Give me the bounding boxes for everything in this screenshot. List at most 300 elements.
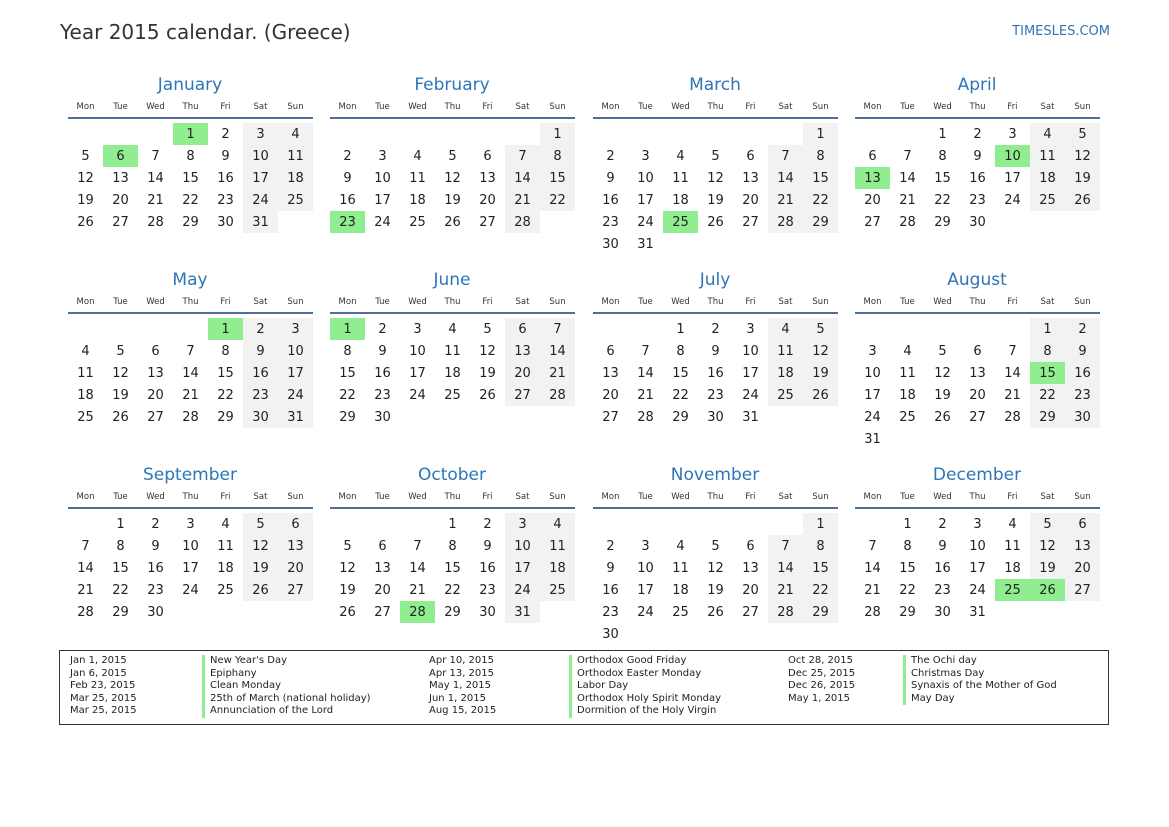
day-cell: 6 (606, 343, 615, 359)
header-divider (855, 507, 1100, 509)
day-cell: 13 (374, 560, 391, 576)
empty-cell (103, 318, 138, 340)
day-cell: 19 (243, 557, 278, 579)
day-cell: 18 (672, 582, 689, 598)
day-cell: 10 (409, 343, 426, 359)
day-cell: 23 (934, 582, 951, 598)
day-cell: 16 (707, 365, 724, 381)
weekday-label: Sun (287, 492, 304, 502)
day-cell: 14 (540, 340, 575, 362)
month-november (593, 464, 838, 645)
day-cell: 11 (672, 560, 689, 576)
day-cell: 12 (1030, 535, 1065, 557)
day-cell: 31 (742, 409, 759, 425)
empty-cell (663, 513, 698, 535)
day-cell: 6 (378, 538, 387, 554)
weekday-label: Wed (671, 492, 690, 502)
empty-cell (593, 318, 628, 340)
day-cell: 22 (339, 387, 356, 403)
day-cell: 19 (803, 362, 838, 384)
day-cell: 6 (505, 318, 540, 340)
day-cell: 30 (374, 409, 391, 425)
month-may (68, 269, 313, 428)
day-cell: 12 (803, 340, 838, 362)
day-cell: 19 (707, 582, 724, 598)
holiday-date: May 1, 2015 (429, 680, 492, 692)
day-cell: 13 (742, 560, 759, 576)
page-title: Year 2015 calendar. (Greece) (60, 20, 351, 44)
day-cell: 27 (864, 214, 881, 230)
day-cell: 9 (606, 170, 615, 186)
empty-cell (593, 123, 628, 145)
holiday-name: Orthodox Good Friday (569, 655, 721, 668)
day-cell: 20 (374, 582, 391, 598)
day-cell: 6 (278, 513, 313, 535)
day-cell: 9 (606, 560, 615, 576)
weekday-label: Sun (287, 102, 304, 112)
day-cell: 15 (444, 560, 461, 576)
day-cell: 5 (448, 148, 457, 164)
day-cell: 26 (243, 579, 278, 601)
holiday-name: Dormition of the Holy Virgin (569, 705, 721, 718)
day-cell: 18 (217, 560, 234, 576)
holiday-date: Apr 13, 2015 (429, 667, 495, 679)
day-cell: 15 (803, 167, 838, 189)
day-cell: 18 (1030, 167, 1065, 189)
day-cell: 18 (899, 387, 916, 403)
weekday-label: Wed (146, 297, 165, 307)
day-cell: 26 (803, 384, 838, 406)
day-cell: 8 (676, 343, 685, 359)
day-cell: 21 (147, 192, 164, 208)
holiday-date: May 1, 2015 (788, 692, 851, 704)
day-cell: 11 (768, 340, 803, 362)
day-cell: 14 (768, 557, 803, 579)
day-cell: 19 (444, 192, 461, 208)
day-cell: 15 (182, 170, 199, 186)
day-cell: 3 (243, 123, 278, 145)
holiday-date: Dec 26, 2015 (788, 680, 856, 692)
day-cell: 27 (742, 604, 759, 620)
day-cell: 21 (540, 362, 575, 384)
day-cell: 7 (641, 343, 650, 359)
weekday-label: Mon (338, 102, 357, 112)
day-cell: 26 (1065, 189, 1100, 211)
holiday-name: Labor Day (569, 680, 721, 693)
legend-names-col-1 (202, 655, 371, 718)
weekday-label: Mon (601, 297, 620, 307)
day-cell: 1 (803, 123, 838, 145)
weekday-header (593, 100, 838, 115)
weekday-label: Thu (969, 297, 986, 307)
day-cell: 18 (444, 365, 461, 381)
day-cell: 21 (768, 579, 803, 601)
day-cell: 30 (969, 214, 986, 230)
weekday-label: Tue (900, 102, 915, 112)
day-cell: 2 (243, 318, 278, 340)
day-cell: 7 (540, 318, 575, 340)
day-cell: 16 (602, 192, 619, 208)
day-cell: 17 (864, 387, 881, 403)
day-cell: 2 (606, 148, 615, 164)
day-cell: 31 (505, 601, 540, 623)
day-cell: 28 (182, 409, 199, 425)
holiday-date: Oct 28, 2015 (788, 655, 853, 666)
day-cell: 6 (746, 538, 755, 554)
day-cell: 13 (969, 365, 986, 381)
day-cell: 23 (1065, 384, 1100, 406)
empty-cell (855, 318, 890, 340)
day-cell: 5 (116, 343, 125, 359)
weekday-label: Tue (638, 102, 653, 112)
day-cell: 14 (409, 560, 426, 576)
empty-cell (138, 123, 173, 145)
day-cell: 11 (540, 535, 575, 557)
day-cell: 12 (112, 365, 129, 381)
day-cell: 2 (151, 516, 160, 532)
header-divider (330, 117, 575, 119)
month-july (593, 269, 838, 428)
weekday-label: Thu (444, 102, 461, 112)
empty-cell (68, 513, 103, 535)
day-cell: 7 (81, 538, 90, 554)
day-cell: 17 (182, 560, 199, 576)
month-name: November (670, 465, 760, 485)
weekday-label: Tue (638, 297, 653, 307)
day-cell: 26 (707, 604, 724, 620)
day-cell: 5 (711, 148, 720, 164)
holiday-name: Annunciation of the Lord (202, 705, 371, 718)
day-cell: 25 (278, 189, 313, 211)
day-cell: 12 (934, 365, 951, 381)
day-cell: 17 (1004, 170, 1021, 186)
day-cell: 1 (676, 321, 685, 337)
day-cell: 22 (444, 582, 461, 598)
day-cell: 22 (540, 189, 575, 211)
holiday-name: The Ochi day (903, 655, 1057, 668)
weekday-label: Mon (76, 492, 95, 502)
month-name: August (947, 270, 1007, 290)
holiday-date: Aug 15, 2015 (429, 705, 497, 717)
day-cell: 9 (221, 148, 230, 164)
day-cell: 18 (672, 192, 689, 208)
month-name: April (957, 75, 997, 95)
day-cell: 16 (217, 170, 234, 186)
weekday-label: Sat (515, 297, 530, 307)
day-cell: 2 (221, 126, 230, 142)
day-cell: 24 (374, 214, 391, 230)
day-cell: 29 (934, 214, 951, 230)
day-cell: 15 (339, 365, 356, 381)
day-grid (593, 513, 838, 645)
day-cell: 29 (1030, 406, 1065, 428)
day-cell: 13 (742, 170, 759, 186)
empty-cell (365, 123, 400, 145)
day-cell: 30 (602, 626, 619, 642)
day-cell: 13 (147, 365, 164, 381)
day-cell: 18 (278, 167, 313, 189)
day-cell: 23 (969, 192, 986, 208)
day-cell: 9 (711, 343, 720, 359)
day-cell: 22 (672, 387, 689, 403)
day-cell: 10 (864, 365, 881, 381)
weekday-label: Wed (146, 102, 165, 112)
day-cell: 16 (479, 560, 496, 576)
day-cell: 25 (217, 582, 234, 598)
day-cell: 18 (768, 362, 803, 384)
day-cell: 10 (995, 145, 1030, 167)
empty-cell (628, 513, 663, 535)
day-cell: 27 (505, 384, 540, 406)
month-name: February (414, 75, 490, 95)
day-cell: 1 (448, 516, 457, 532)
weekday-header (593, 490, 838, 505)
weekday-label: Wed (408, 297, 427, 307)
weekday-header (330, 100, 575, 115)
day-cell: 31 (637, 236, 654, 252)
day-cell: 19 (339, 582, 356, 598)
day-cell: 28 (637, 409, 654, 425)
day-cell: 24 (1004, 192, 1021, 208)
day-cell: 8 (938, 148, 947, 164)
day-cell: 23 (479, 582, 496, 598)
day-cell: 20 (742, 192, 759, 208)
empty-cell (890, 123, 925, 145)
day-cell: 13 (505, 340, 540, 362)
day-cell: 8 (803, 535, 838, 557)
day-cell: 14 (899, 170, 916, 186)
day-cell: 31 (278, 406, 313, 428)
weekday-label: Mon (863, 102, 882, 112)
day-cell: 27 (742, 214, 759, 230)
empty-cell (103, 123, 138, 145)
day-cell: 11 (1030, 145, 1065, 167)
day-cell: 2 (378, 321, 387, 337)
day-cell: 29 (444, 604, 461, 620)
day-cell: 17 (374, 192, 391, 208)
day-cell: 4 (413, 148, 422, 164)
legend-dates-col-3 (788, 655, 855, 705)
day-cell: 27 (278, 579, 313, 601)
day-cell: 29 (217, 409, 234, 425)
holiday-date: Jan 6, 2015 (70, 667, 127, 679)
weekday-label: Mon (863, 492, 882, 502)
day-cell: 24 (182, 582, 199, 598)
legend-names-col-2 (569, 655, 721, 718)
day-cell: 19 (112, 387, 129, 403)
day-cell: 4 (1008, 516, 1017, 532)
weekday-label: Thu (182, 297, 199, 307)
empty-cell (855, 513, 890, 535)
day-cell: 30 (602, 236, 619, 252)
day-cell: 4 (676, 538, 685, 554)
empty-cell (330, 123, 365, 145)
day-cell: 9 (1065, 340, 1100, 362)
day-cell: 9 (378, 343, 387, 359)
holiday-date: Jan 1, 2015 (70, 655, 127, 666)
day-cell: 26 (112, 409, 129, 425)
day-cell: 28 (400, 601, 435, 623)
day-cell: 20 (602, 387, 619, 403)
weekday-label: Fri (745, 492, 756, 502)
day-cell: 3 (278, 318, 313, 340)
holiday-name: May Day (903, 693, 1057, 706)
day-cell: 5 (1065, 123, 1100, 145)
holiday-name: 25th of March (national holiday) (202, 693, 371, 706)
day-grid (330, 123, 575, 233)
weekday-header (330, 295, 575, 310)
weekday-label: Sat (515, 492, 530, 502)
day-cell: 5 (483, 321, 492, 337)
weekday-label: Tue (638, 492, 653, 502)
weekday-label: Fri (1007, 492, 1018, 502)
weekday-label: Wed (933, 297, 952, 307)
day-cell: 15 (672, 365, 689, 381)
day-cell: 25 (663, 211, 698, 233)
day-cell: 19 (1065, 167, 1100, 189)
day-cell: 19 (479, 365, 496, 381)
month-september (68, 464, 313, 623)
day-cell: 14 (77, 560, 94, 576)
weekday-label: Wed (408, 102, 427, 112)
day-cell: 11 (77, 365, 94, 381)
day-cell: 22 (182, 192, 199, 208)
day-cell: 17 (505, 557, 540, 579)
day-cell: 30 (1065, 406, 1100, 428)
day-cell: 14 (864, 560, 881, 576)
weekday-label: Thu (707, 297, 724, 307)
day-cell: 15 (1030, 362, 1065, 384)
empty-cell (733, 513, 768, 535)
weekday-label: Tue (375, 102, 390, 112)
site-link[interactable]: TIMESLES.COM (1012, 24, 1110, 39)
header-divider (330, 507, 575, 509)
day-cell: 23 (374, 387, 391, 403)
weekday-label: Mon (76, 102, 95, 112)
empty-cell (365, 513, 400, 535)
day-cell: 9 (151, 538, 160, 554)
weekday-label: Wed (671, 102, 690, 112)
day-cell: 15 (934, 170, 951, 186)
weekday-label: Wed (933, 492, 952, 502)
day-cell: 20 (742, 582, 759, 598)
weekday-label: Tue (900, 297, 915, 307)
day-cell: 26 (339, 604, 356, 620)
weekday-label: Mon (338, 492, 357, 502)
day-cell: 19 (77, 192, 94, 208)
legend-names-col-3 (903, 655, 1057, 705)
day-cell: 12 (479, 343, 496, 359)
day-cell: 25 (540, 579, 575, 601)
day-cell: 22 (1030, 384, 1065, 406)
day-cell: 20 (479, 192, 496, 208)
day-cell: 3 (641, 148, 650, 164)
day-cell: 27 (112, 214, 129, 230)
day-cell: 4 (540, 513, 575, 535)
day-cell: 28 (540, 384, 575, 406)
empty-cell (400, 123, 435, 145)
weekday-header (68, 490, 313, 505)
day-cell: 3 (641, 538, 650, 554)
day-cell: 23 (243, 384, 278, 406)
weekday-header (855, 100, 1100, 115)
day-cell: 29 (339, 409, 356, 425)
weekday-label: Tue (375, 492, 390, 502)
day-cell: 31 (969, 604, 986, 620)
day-cell: 9 (938, 538, 947, 554)
empty-cell (855, 123, 890, 145)
day-cell: 27 (147, 409, 164, 425)
day-cell: 7 (505, 145, 540, 167)
weekday-label: Sat (778, 492, 793, 502)
day-cell: 8 (903, 538, 912, 554)
day-cell: 17 (969, 560, 986, 576)
weekday-label: Sun (1074, 492, 1091, 502)
day-cell: 21 (1004, 387, 1021, 403)
day-cell: 1 (540, 123, 575, 145)
day-grid (330, 318, 575, 428)
day-cell: 22 (803, 189, 838, 211)
weekday-label: Thu (707, 492, 724, 502)
day-cell: 17 (637, 192, 654, 208)
weekday-label: Sun (549, 102, 566, 112)
month-august (855, 269, 1100, 450)
day-cell: 4 (903, 343, 912, 359)
day-grid (68, 513, 313, 623)
weekday-label: Sat (253, 102, 268, 112)
day-cell: 28 (1004, 409, 1021, 425)
day-cell: 7 (903, 148, 912, 164)
day-cell: 22 (934, 192, 951, 208)
weekday-label: Sat (253, 492, 268, 502)
day-cell: 6 (746, 148, 755, 164)
holiday-name: Synaxis of the Mother of God (903, 680, 1057, 693)
day-cell: 4 (448, 321, 457, 337)
day-grid (68, 123, 313, 233)
day-cell: 25 (409, 214, 426, 230)
weekday-label: Tue (113, 102, 128, 112)
day-cell: 24 (278, 384, 313, 406)
day-cell: 23 (602, 214, 619, 230)
day-cell: 5 (803, 318, 838, 340)
day-grid (593, 123, 838, 255)
day-cell: 28 (77, 604, 94, 620)
holiday-date: Feb 23, 2015 (70, 680, 136, 692)
day-cell: 19 (1030, 557, 1065, 579)
day-cell: 11 (409, 170, 426, 186)
day-cell: 4 (676, 148, 685, 164)
day-cell: 5 (938, 343, 947, 359)
day-cell: 16 (374, 365, 391, 381)
day-cell: 28 (864, 604, 881, 620)
day-cell: 25 (899, 409, 916, 425)
day-cell: 23 (217, 192, 234, 208)
day-cell: 8 (116, 538, 125, 554)
day-cell: 4 (768, 318, 803, 340)
weekday-label: Mon (601, 102, 620, 112)
empty-cell (505, 123, 540, 145)
day-cell: 5 (243, 513, 278, 535)
day-cell: 3 (413, 321, 422, 337)
day-cell: 31 (864, 431, 881, 447)
day-cell: 3 (378, 148, 387, 164)
day-cell: 5 (711, 538, 720, 554)
weekday-label: Tue (375, 297, 390, 307)
weekday-label: Mon (76, 297, 95, 307)
day-cell: 2 (606, 538, 615, 554)
holiday-name: Christmas Day (903, 668, 1057, 681)
day-cell: 9 (343, 170, 352, 186)
